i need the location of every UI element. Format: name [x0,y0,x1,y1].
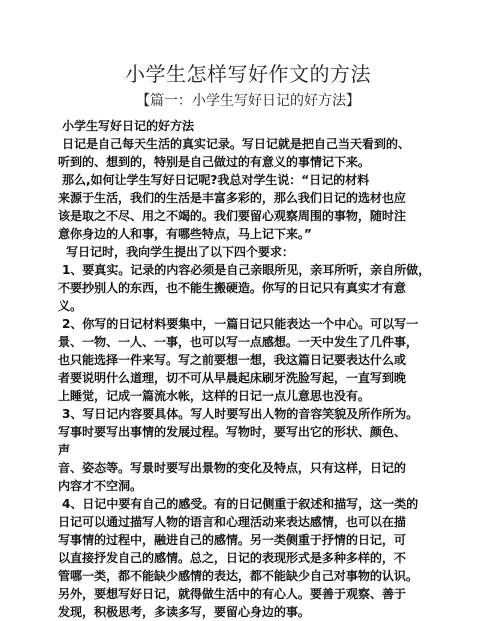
paragraph-line: 日记是自己每天生活的真实记录。写日记就是把自己当天看到的、 [62,137,410,151]
list-item-line: 上睡觉，记成一篇流水帐，这样的日记一点儿意思也没有。 [58,389,370,403]
paragraph-line: 写日记时，我向学生提出了以下四个要求： [66,245,294,259]
list-item-line: 日记可以通过描写人物的语言和心理活动来表达感情，也可以在描 [58,515,406,529]
document-title: 小学生怎样写好作文的方法 [125,62,371,86]
list-item-line: 者要说明什么道理，切不可从早晨起床刷牙洗脸写起，一直写到晚 [58,371,406,385]
list-item-line: 管哪一类，都不能缺少感情的表达，都不能缺少自己对事物的认识。 [58,569,418,583]
list-item-line: 写事时要写出事情的发展过程。写物时，要写出它的形状、颜色、 [58,425,406,439]
document-subtitle: 【篇一：小学生写好日记的好方法】 [136,93,360,109]
paragraph-line: 听到的、想到的，特别是自己做过的有意义的事情记下来。 [58,155,370,169]
paragraph-line: 该是取之不尽、用之不竭的。我们要留心观察周围的事物，随时注 [58,209,406,223]
list-item-line: 1、要真实。记录的内容必须是自己亲眼所见，亲耳所听，亲自所做， [62,263,431,277]
list-item-line: 发现，积极思考，多读多写，要留心身边的事。 [58,605,310,619]
list-item-line: 也只能选择一件来写。写之前要想一想，我这篇日记要表达什么或 [58,353,406,367]
list-item-line: 以直接抒发自己的感情。总之，日记的表现形式是多种多样的，不 [58,551,406,565]
list-item-line: 义。 [58,299,82,313]
list-item-line: 声 [58,443,70,457]
paragraph-line: 那么,如何让学生写好日记呢?我总对学生说：“日记的材料 [62,173,370,187]
list-item-line: 写事情的过程中，融进自己的感情。另一类侧重于抒情的日记，可 [58,533,406,547]
paragraph-line: 意你身边的人和事，有哪些特点，马上记下来。” [58,227,312,241]
list-item-line: 景、一物、一人、一事，也可以写一点感想。一天中发生了几件事， [58,335,418,349]
list-item-line: 内容才不空洞。 [58,479,142,493]
paragraph-line: 来源于生活，我们的生活是丰富多彩的，那么我们日记的选材也应 [58,191,406,205]
list-item-line: 音、姿态等。写景时要写出景物的变化及特点，只有这样，日记的 [58,461,406,475]
list-item-line: 4、日记中要有自己的感受。有的日记侧重于叙述和描写，这一类的 [62,497,419,511]
section-heading: 小学生写好日记的好方法 [62,119,194,133]
list-item-line: 3、写日记内容要具体。写人时要写出人物的音容笑貌及所作所为。 [62,407,419,421]
list-item-line: 不要抄别人的东西，也不能生搬硬造。你写的日记只有真实才有意 [58,281,406,295]
document-body [58,117,446,621]
list-item-line: 2、你写的日记材料要集中，一篇日记只能表达一个中心。可以写一 [62,317,419,331]
list-item-line: 另外，要想写好日记，就得做生活中的有心人。要善于观察、善于 [58,587,406,601]
